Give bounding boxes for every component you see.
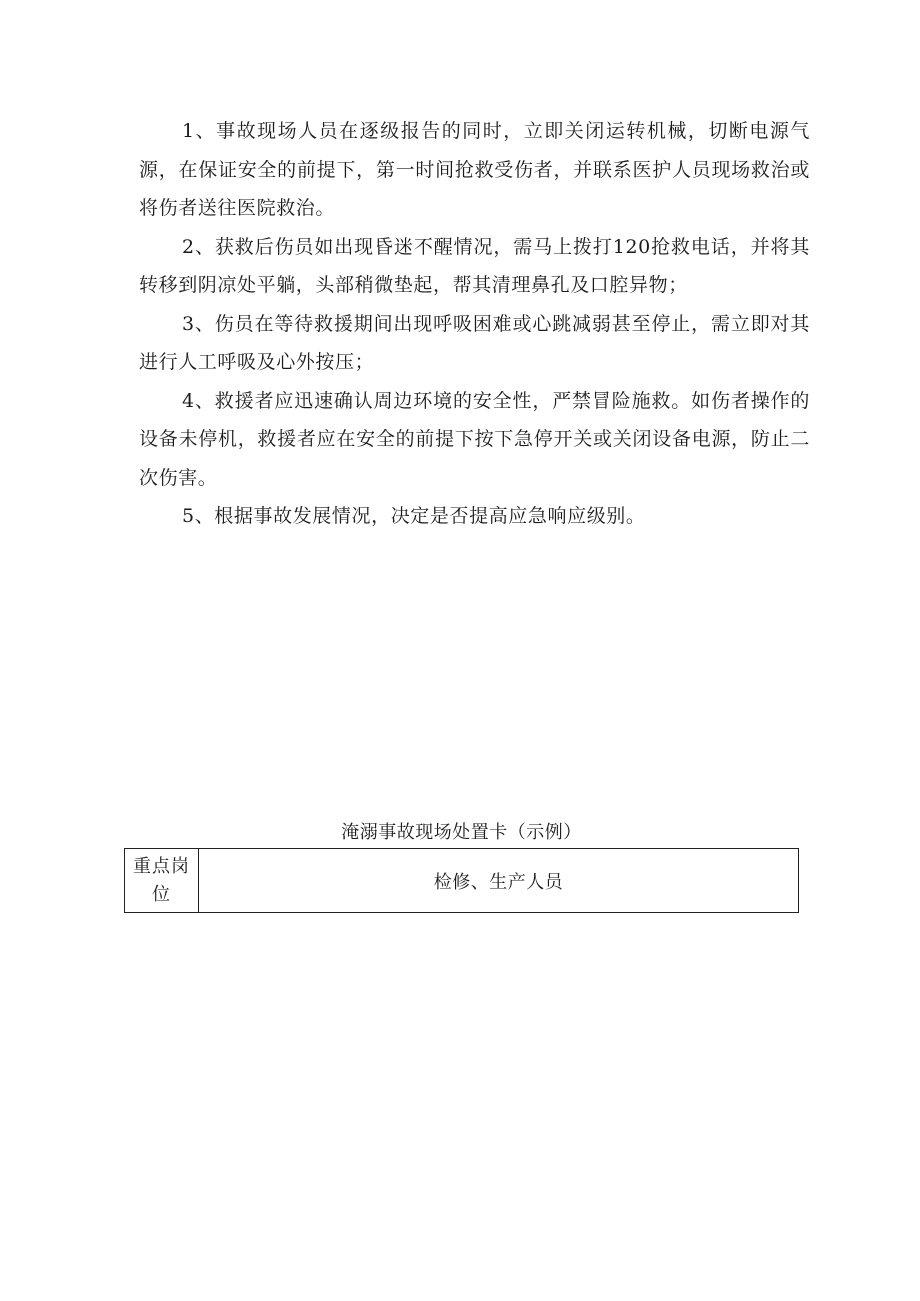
step-3-paragraph: 3、伤员在等待救援期间出现呼吸困难或心跳减弱甚至停止，需立即对其进行人工呼吸及心外按压； xyxy=(139,312,810,373)
disposal-card-table xyxy=(124,848,799,913)
step-4-paragraph: 4、救援者应迅速确认周边环境的安全性，严禁冒险施救。如伤者操作的设备未停机，救援者应在安全的前提下按下急停开关或关闭设备电源，防止二次伤害。 xyxy=(139,389,810,489)
key-position-value: 检修、生产人员 xyxy=(199,849,799,913)
procedure-steps xyxy=(139,112,810,536)
card-title: 淹溺事故现场处置卡（示例） xyxy=(341,822,582,843)
step-5-paragraph: 5、根据事故发展情况，决定是否提高应急响应级别。 xyxy=(182,505,646,527)
table-row xyxy=(125,849,799,913)
step-1-paragraph: 1、事故现场人员在逐级报告的同时，立即关闭运转机械，切断电源气源，在保证安全的前提下，第一时间抢救受伤者，并联系医护人员现场救治或将伤者送往医院救治。 xyxy=(139,120,810,219)
key-position-label: 重点岗位 xyxy=(125,849,199,913)
step-2-paragraph: 2、获救后伤员如出现昏迷不醒情况，需马上拨打120抢救电话，并将其转移到阴凉处平躺，头部稍微垫起，帮其清理鼻孔及口腔异物； xyxy=(139,235,810,296)
